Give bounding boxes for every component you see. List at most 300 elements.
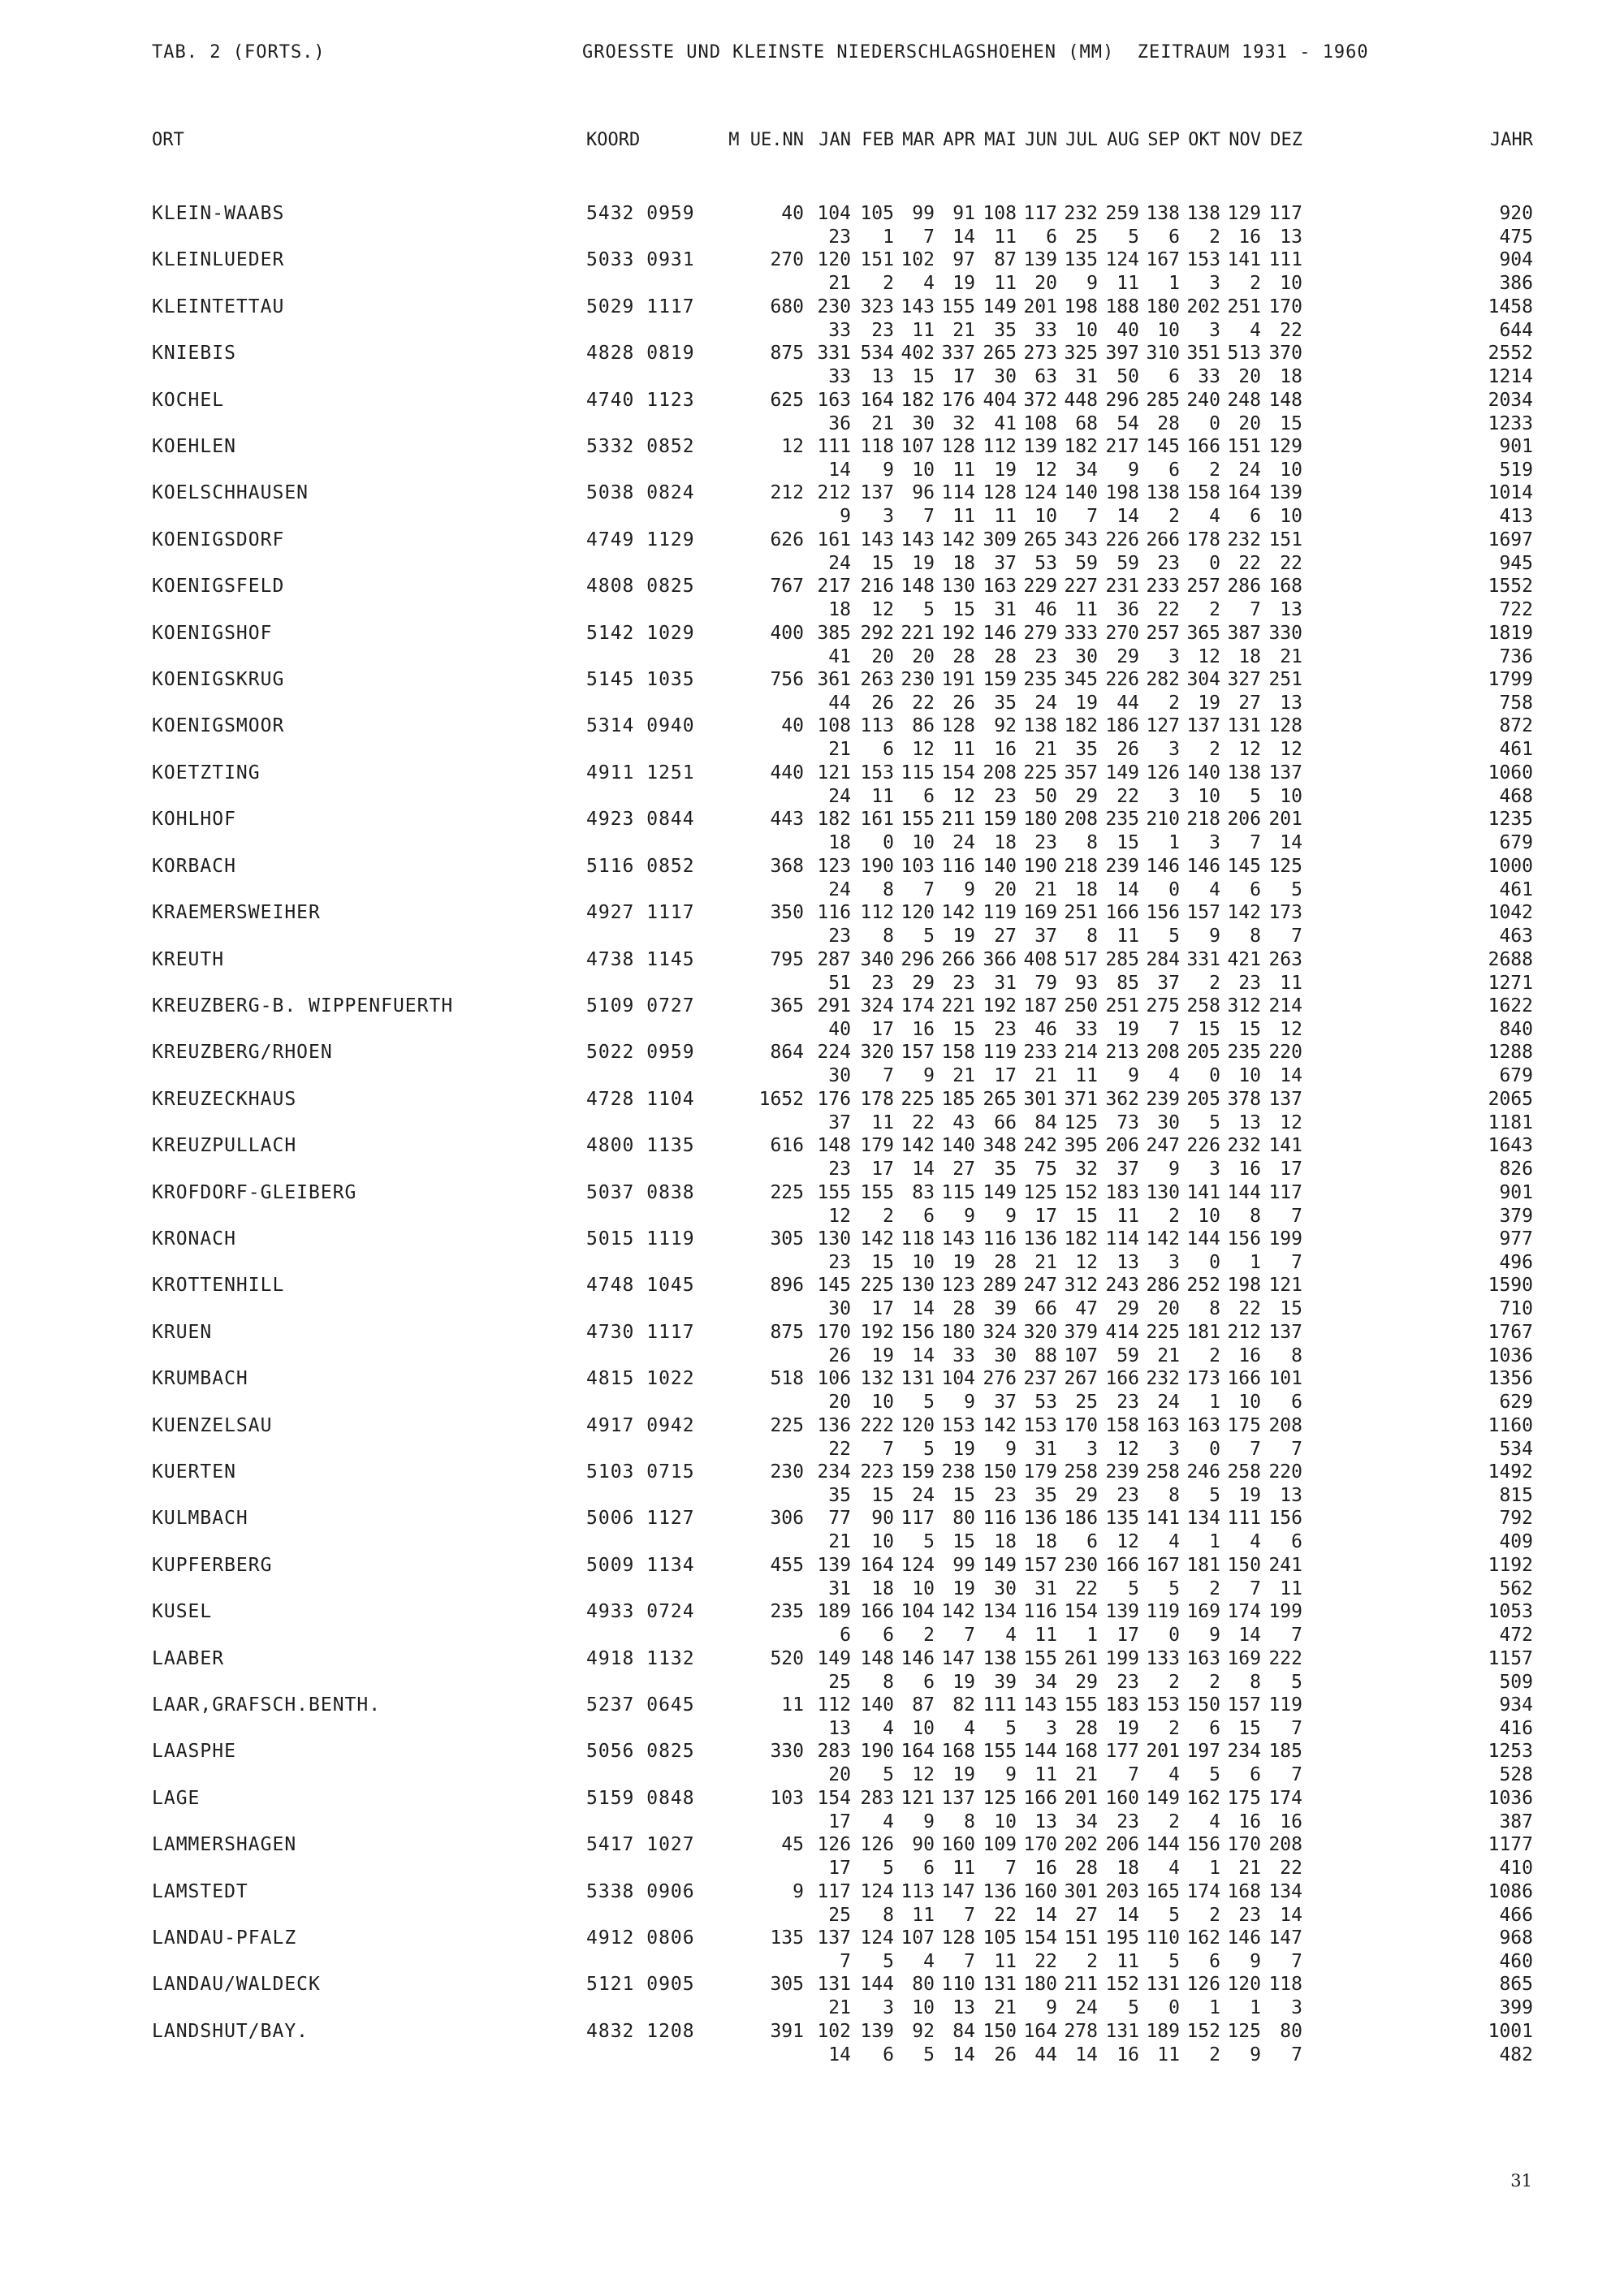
min-value: 19 — [952, 1251, 975, 1273]
max-value: 111 — [817, 436, 851, 458]
min-value: 17 — [994, 1065, 1017, 1087]
max-value: 99 — [912, 203, 935, 224]
min-value: 22 — [912, 693, 935, 714]
max-value: 164 — [860, 1554, 894, 1576]
max-value: 221 — [901, 622, 935, 644]
max-value: 153 — [1023, 1414, 1057, 1436]
max-value: 175 — [1227, 1787, 1261, 1809]
max-value: 180 — [941, 1321, 975, 1343]
min-value: 33 — [952, 1345, 975, 1366]
min-value: 12 — [1280, 1018, 1302, 1040]
min-value: 5 — [923, 926, 935, 947]
min-value: 19 — [871, 1345, 894, 1366]
max-value: 202 — [1064, 1834, 1098, 1856]
station-koord: 4832 1208 — [586, 2020, 695, 2042]
min-value: 8 — [1168, 1484, 1180, 1506]
min-value: 17 — [1116, 1625, 1139, 1647]
max-value: 139 — [860, 2020, 894, 2042]
max-value: 258 — [1227, 1461, 1261, 1483]
min-value: 10 — [1034, 506, 1057, 528]
station-hoehe: 40 — [781, 715, 804, 737]
max-value: 333 — [1064, 622, 1098, 644]
min-value: 7 — [1250, 832, 1261, 854]
max-value: 1819 — [1488, 622, 1533, 644]
max-value: 230 — [1064, 1554, 1098, 1576]
station-hoehe: 756 — [770, 669, 804, 691]
max-value: 330 — [1268, 622, 1302, 644]
min-value: 15 — [871, 1484, 894, 1506]
max-value: 157 — [1186, 902, 1220, 924]
min-value: 6 — [1291, 1531, 1302, 1553]
min-value: 5 — [1291, 878, 1302, 900]
max-value: 186 — [1105, 715, 1139, 737]
min-value: 19 — [1116, 1018, 1139, 1040]
max-value: 206 — [1105, 1135, 1139, 1157]
min-value: 19 — [952, 1578, 975, 1599]
max-value: 109 — [983, 1834, 1017, 1856]
table-row — [0, 1788, 1624, 1834]
min-value: 17 — [1280, 1159, 1302, 1181]
max-value: 173 — [1186, 1368, 1220, 1390]
max-value: 130 — [941, 576, 975, 598]
min-value: 7 — [1086, 506, 1098, 528]
min-value: 19 — [994, 460, 1017, 481]
max-value: 164 — [1023, 2020, 1057, 2042]
max-value: 183 — [1105, 1181, 1139, 1203]
min-value: 5 — [1128, 227, 1139, 248]
max-value: 140 — [941, 1135, 975, 1157]
max-value: 139 — [1023, 436, 1057, 458]
min-value: 21 — [1238, 1858, 1261, 1880]
max-value: 155 — [901, 809, 935, 831]
min-value: 26 — [828, 1345, 851, 1366]
min-value: 9 — [964, 878, 975, 900]
max-value: 138 — [983, 1647, 1017, 1669]
min-value: 6 — [883, 2044, 894, 2065]
max-value: 120 — [817, 249, 851, 271]
min-value: 410 — [1499, 1858, 1533, 1880]
station-name: KOEHLEN — [152, 436, 236, 458]
max-value: 1192 — [1488, 1554, 1533, 1576]
station-name: KOENIGSFELD — [152, 576, 285, 598]
station-name: KRUEN — [152, 1321, 213, 1343]
max-value: 218 — [1186, 809, 1220, 831]
min-value: 3 — [1168, 1438, 1180, 1460]
min-value: 11 — [912, 319, 935, 341]
min-value: 66 — [994, 1111, 1017, 1133]
min-value: 66 — [1034, 1298, 1057, 1320]
min-value: 19 — [952, 1438, 975, 1460]
max-value: 325 — [1064, 343, 1098, 365]
max-value: 142 — [941, 902, 975, 924]
station-hoehe: 40 — [781, 203, 804, 224]
station-koord: 4749 1129 — [586, 529, 695, 550]
station-koord: 4933 0724 — [586, 1601, 695, 1623]
max-value: 147 — [941, 1647, 975, 1669]
min-value: 8 — [883, 878, 894, 900]
max-value: 141 — [1186, 1181, 1220, 1203]
max-value: 147 — [1268, 1927, 1302, 1949]
max-value: 131 — [1105, 2020, 1139, 2042]
min-value: 7 — [1250, 599, 1261, 621]
table-row — [0, 482, 1624, 529]
max-value: 142 — [941, 529, 975, 550]
max-value: 286 — [1227, 576, 1261, 598]
max-value: 221 — [941, 995, 975, 1017]
max-value: 92 — [912, 2020, 935, 2042]
min-value: 53 — [1034, 552, 1057, 574]
min-value: 15 — [1116, 832, 1139, 854]
min-value: 5 — [1209, 1484, 1220, 1506]
max-value: 920 — [1499, 203, 1533, 224]
min-value: 29 — [1075, 785, 1098, 807]
max-value: 153 — [941, 1414, 975, 1436]
min-value: 22 — [1280, 1858, 1302, 1880]
table-row — [0, 1228, 1624, 1275]
max-value: 146 — [983, 622, 1017, 644]
min-value: 24 — [912, 1484, 935, 1506]
station-name: KOHLHOF — [152, 809, 236, 831]
min-value: 15 — [1238, 1718, 1261, 1739]
max-value: 199 — [1268, 1601, 1302, 1623]
min-value: 11 — [871, 785, 894, 807]
max-value: 265 — [983, 343, 1017, 365]
max-value: 157 — [901, 1042, 935, 1064]
min-value: 14 — [912, 1345, 935, 1366]
max-value: 143 — [1023, 1694, 1057, 1716]
max-value: 365 — [1186, 622, 1220, 644]
station-koord: 5142 1029 — [586, 622, 695, 644]
max-value: 1053 — [1488, 1601, 1533, 1623]
max-value: 113 — [860, 715, 894, 737]
min-value: 0 — [1209, 412, 1220, 434]
max-value: 152 — [1105, 1974, 1139, 1996]
min-value: 3 — [1209, 273, 1220, 295]
min-value: 22 — [828, 1438, 851, 1460]
station-hoehe: 680 — [770, 296, 804, 317]
min-value: 7 — [1128, 1764, 1139, 1786]
min-value: 6 — [883, 1625, 894, 1647]
min-value: 32 — [1075, 1159, 1098, 1181]
min-value: 14 — [1116, 506, 1139, 528]
max-value: 283 — [860, 1787, 894, 1809]
max-value: 156 — [1186, 1834, 1220, 1856]
min-value: 19 — [1116, 1718, 1139, 1739]
min-value: 33 — [1034, 319, 1057, 341]
min-value: 33 — [828, 319, 851, 341]
min-value: 12 — [1034, 460, 1057, 481]
max-value: 250 — [1064, 995, 1098, 1017]
max-value: 137 — [941, 1787, 975, 1809]
max-value: 161 — [817, 529, 851, 550]
min-value: 84 — [1034, 1111, 1057, 1133]
max-value: 217 — [1105, 436, 1139, 458]
min-value: 379 — [1499, 1205, 1533, 1227]
max-value: 179 — [1023, 1461, 1057, 1483]
min-value: 534 — [1499, 1438, 1533, 1460]
min-value: 2 — [1209, 1345, 1220, 1366]
min-value: 7 — [1291, 2044, 1302, 2065]
min-value: 17 — [828, 1858, 851, 1880]
max-value: 284 — [1146, 948, 1180, 970]
max-value: 145 — [817, 1275, 851, 1297]
station-name: LAABER — [152, 1647, 225, 1669]
min-value: 4 — [923, 1951, 935, 1973]
max-value: 80 — [912, 1974, 935, 1996]
max-value: 126 — [1186, 1974, 1220, 1996]
min-value: 22 — [994, 1904, 1017, 1926]
min-value: 31 — [1075, 366, 1098, 388]
max-value: 133 — [1146, 1647, 1180, 1669]
table-row — [0, 1974, 1624, 2020]
max-value: 92 — [994, 715, 1017, 737]
min-value: 2 — [1209, 739, 1220, 761]
max-value: 142 — [901, 1135, 935, 1157]
min-value: 37 — [1116, 1159, 1139, 1181]
min-value: 9 — [1128, 460, 1139, 481]
min-value: 11 — [952, 739, 975, 761]
max-value: 1458 — [1488, 296, 1533, 317]
max-value: 117 — [901, 1508, 935, 1530]
station-koord: 4828 0819 — [586, 343, 695, 365]
min-value: 2 — [1209, 2044, 1220, 2065]
station-table — [0, 203, 1624, 2067]
table-row — [0, 809, 1624, 855]
min-value: 16 — [1238, 1345, 1261, 1366]
max-value: 208 — [1146, 1042, 1180, 1064]
min-value: 21 — [828, 1997, 851, 2019]
min-value: 21 — [1034, 878, 1057, 900]
max-value: 283 — [817, 1741, 851, 1763]
column-header-feb: FEB — [862, 130, 894, 150]
min-value: 12 — [1238, 739, 1261, 761]
max-value: 150 — [983, 1461, 1017, 1483]
min-value: 21 — [952, 319, 975, 341]
min-value: 6 — [1291, 1392, 1302, 1414]
min-value: 13 — [952, 1997, 975, 2019]
min-value: 12 — [1280, 739, 1302, 761]
min-value: 75 — [1034, 1159, 1057, 1181]
max-value: 142 — [941, 1601, 975, 1623]
min-value: 23 — [828, 1159, 851, 1181]
min-value: 19 — [1198, 693, 1220, 714]
max-value: 968 — [1499, 1927, 1533, 1949]
min-value: 31 — [994, 972, 1017, 994]
min-value: 1 — [1086, 1625, 1098, 1647]
min-value: 23 — [1116, 1484, 1139, 1506]
min-value: 22 — [912, 1111, 935, 1133]
max-value: 224 — [817, 1042, 851, 1064]
table-row — [0, 1275, 1624, 1321]
station-name: KOCHEL — [152, 389, 225, 411]
max-value: 865 — [1499, 1974, 1533, 1996]
min-value: 758 — [1499, 693, 1533, 714]
min-value: 20 — [1238, 366, 1261, 388]
min-value: 28 — [1157, 412, 1180, 434]
max-value: 174 — [901, 995, 935, 1017]
max-value: 116 — [1023, 1601, 1057, 1623]
max-value: 120 — [1227, 1974, 1261, 1996]
min-value: 629 — [1499, 1392, 1533, 1414]
max-value: 131 — [983, 1974, 1017, 1996]
max-value: 178 — [860, 1088, 894, 1110]
min-value: 8 — [1086, 832, 1098, 854]
min-value: 14 — [912, 1159, 935, 1181]
min-value: 25 — [1075, 227, 1098, 248]
station-hoehe: 400 — [770, 622, 804, 644]
max-value: 257 — [1186, 576, 1220, 598]
max-value: 115 — [941, 1181, 975, 1203]
min-value: 10 — [912, 1718, 935, 1739]
min-value: 11 — [1116, 1205, 1139, 1227]
min-value: 31 — [994, 599, 1017, 621]
column-header-jahr: JAHR — [1490, 130, 1533, 150]
table-row — [0, 436, 1624, 482]
min-value: 15 — [871, 552, 894, 574]
max-value: 82 — [952, 1694, 975, 1716]
min-value: 23 — [1238, 972, 1261, 994]
min-value: 16 — [1238, 227, 1261, 248]
min-value: 7 — [964, 1625, 975, 1647]
min-value: 14 — [1034, 1904, 1057, 1926]
table-row — [0, 1461, 1624, 1508]
min-value: 31 — [828, 1578, 851, 1599]
min-value: 6 — [1209, 1718, 1220, 1739]
max-value: 170 — [1064, 1414, 1098, 1436]
min-value: 1 — [1209, 1858, 1220, 1880]
station-koord: 5417 1027 — [586, 1834, 695, 1856]
min-value: 18 — [1034, 1531, 1057, 1553]
max-value: 312 — [1227, 995, 1261, 1017]
station-koord: 5022 0959 — [586, 1042, 695, 1064]
max-value: 1492 — [1488, 1461, 1533, 1483]
max-value: 156 — [1268, 1508, 1302, 1530]
max-value: 324 — [860, 995, 894, 1017]
max-value: 177 — [1105, 1741, 1139, 1763]
max-value: 148 — [1268, 389, 1302, 411]
min-value: 11 — [1280, 972, 1302, 994]
station-name: KUENZELSAU — [152, 1414, 273, 1436]
min-value: 10 — [1238, 1065, 1261, 1087]
max-value: 174 — [1268, 1787, 1302, 1809]
station-name: KORBACH — [152, 855, 236, 877]
max-value: 208 — [1268, 1834, 1302, 1856]
max-value: 258 — [1146, 1461, 1180, 1483]
station-hoehe: 616 — [770, 1135, 804, 1157]
station-koord: 5109 0727 — [586, 995, 695, 1017]
max-value: 266 — [1146, 529, 1180, 550]
max-value: 1000 — [1488, 855, 1533, 877]
min-value: 30 — [1075, 645, 1098, 667]
station-hoehe: 135 — [770, 1927, 804, 1949]
max-value: 164 — [860, 389, 894, 411]
station-name: KOETZTING — [152, 762, 261, 783]
max-value: 220 — [1268, 1042, 1302, 1064]
table-row — [0, 529, 1624, 576]
max-value: 137 — [1268, 762, 1302, 783]
table-row — [0, 249, 1624, 296]
max-value: 143 — [860, 529, 894, 550]
max-value: 198 — [1105, 482, 1139, 504]
min-value: 12 — [952, 785, 975, 807]
min-value: 4 — [1209, 1811, 1220, 1832]
max-value: 142 — [983, 1414, 1017, 1436]
min-value: 35 — [994, 693, 1017, 714]
min-value: 2 — [1209, 1671, 1220, 1693]
table-row — [0, 856, 1624, 902]
min-value: 22 — [1280, 552, 1302, 574]
max-value: 223 — [860, 1461, 894, 1483]
min-value: 107 — [1064, 1345, 1098, 1366]
max-value: 195 — [1105, 1927, 1139, 1949]
max-value: 156 — [901, 1321, 935, 1343]
min-value: 23 — [1157, 552, 1180, 574]
min-value: 28 — [1075, 1718, 1098, 1739]
min-value: 9 — [1209, 1625, 1220, 1647]
station-koord: 5116 0852 — [586, 855, 695, 877]
column-header-dez: DEZ — [1270, 130, 1302, 150]
max-value: 185 — [1268, 1741, 1302, 1763]
max-value: 87 — [912, 1694, 935, 1716]
column-header-jun: JUN — [1025, 130, 1057, 150]
max-value: 159 — [983, 809, 1017, 831]
min-value: 0 — [1209, 552, 1220, 574]
station-name: KLEIN-WAABS — [152, 203, 285, 224]
max-value: 110 — [1146, 1927, 1180, 1949]
min-value: 3 — [1209, 319, 1220, 341]
min-value: 10 — [1238, 1392, 1261, 1414]
min-value: 35 — [1075, 739, 1098, 761]
max-value: 157 — [1227, 1694, 1261, 1716]
min-value: 24 — [1034, 693, 1057, 714]
max-value: 185 — [941, 1088, 975, 1110]
min-value: 22 — [1238, 1298, 1261, 1320]
max-value: 385 — [817, 622, 851, 644]
max-value: 168 — [941, 1741, 975, 1763]
max-value: 137 — [817, 1927, 851, 1949]
max-value: 206 — [1227, 809, 1261, 831]
max-value: 1086 — [1488, 1880, 1533, 1902]
min-value: 11 — [994, 273, 1017, 295]
max-value: 180 — [1023, 1974, 1057, 1996]
max-value: 154 — [1064, 1601, 1098, 1623]
min-value: 472 — [1499, 1625, 1533, 1647]
min-value: 5 — [923, 1438, 935, 1460]
max-value: 258 — [1064, 1461, 1098, 1483]
max-value: 130 — [817, 1228, 851, 1250]
max-value: 251 — [1105, 995, 1139, 1017]
station-name: KUSEL — [152, 1601, 213, 1623]
min-value: 6 — [1168, 227, 1180, 248]
min-value: 8 — [1250, 1205, 1261, 1227]
max-value: 327 — [1227, 669, 1261, 691]
max-value: 134 — [1186, 1508, 1220, 1530]
min-value: 44 — [828, 693, 851, 714]
min-value: 815 — [1499, 1484, 1533, 1506]
min-value: 59 — [1075, 552, 1098, 574]
station-koord: 4748 1045 — [586, 1275, 695, 1297]
min-value: 29 — [1075, 1671, 1098, 1693]
min-value: 108 — [1023, 412, 1057, 434]
min-value: 44 — [1116, 693, 1139, 714]
min-value: 33 — [1198, 366, 1220, 388]
table-row — [0, 2021, 1624, 2067]
max-value: 901 — [1499, 436, 1533, 458]
table-row — [0, 1135, 1624, 1181]
max-value: 340 — [860, 948, 894, 970]
min-value: 13 — [1034, 1811, 1057, 1832]
max-value: 180 — [1023, 809, 1057, 831]
